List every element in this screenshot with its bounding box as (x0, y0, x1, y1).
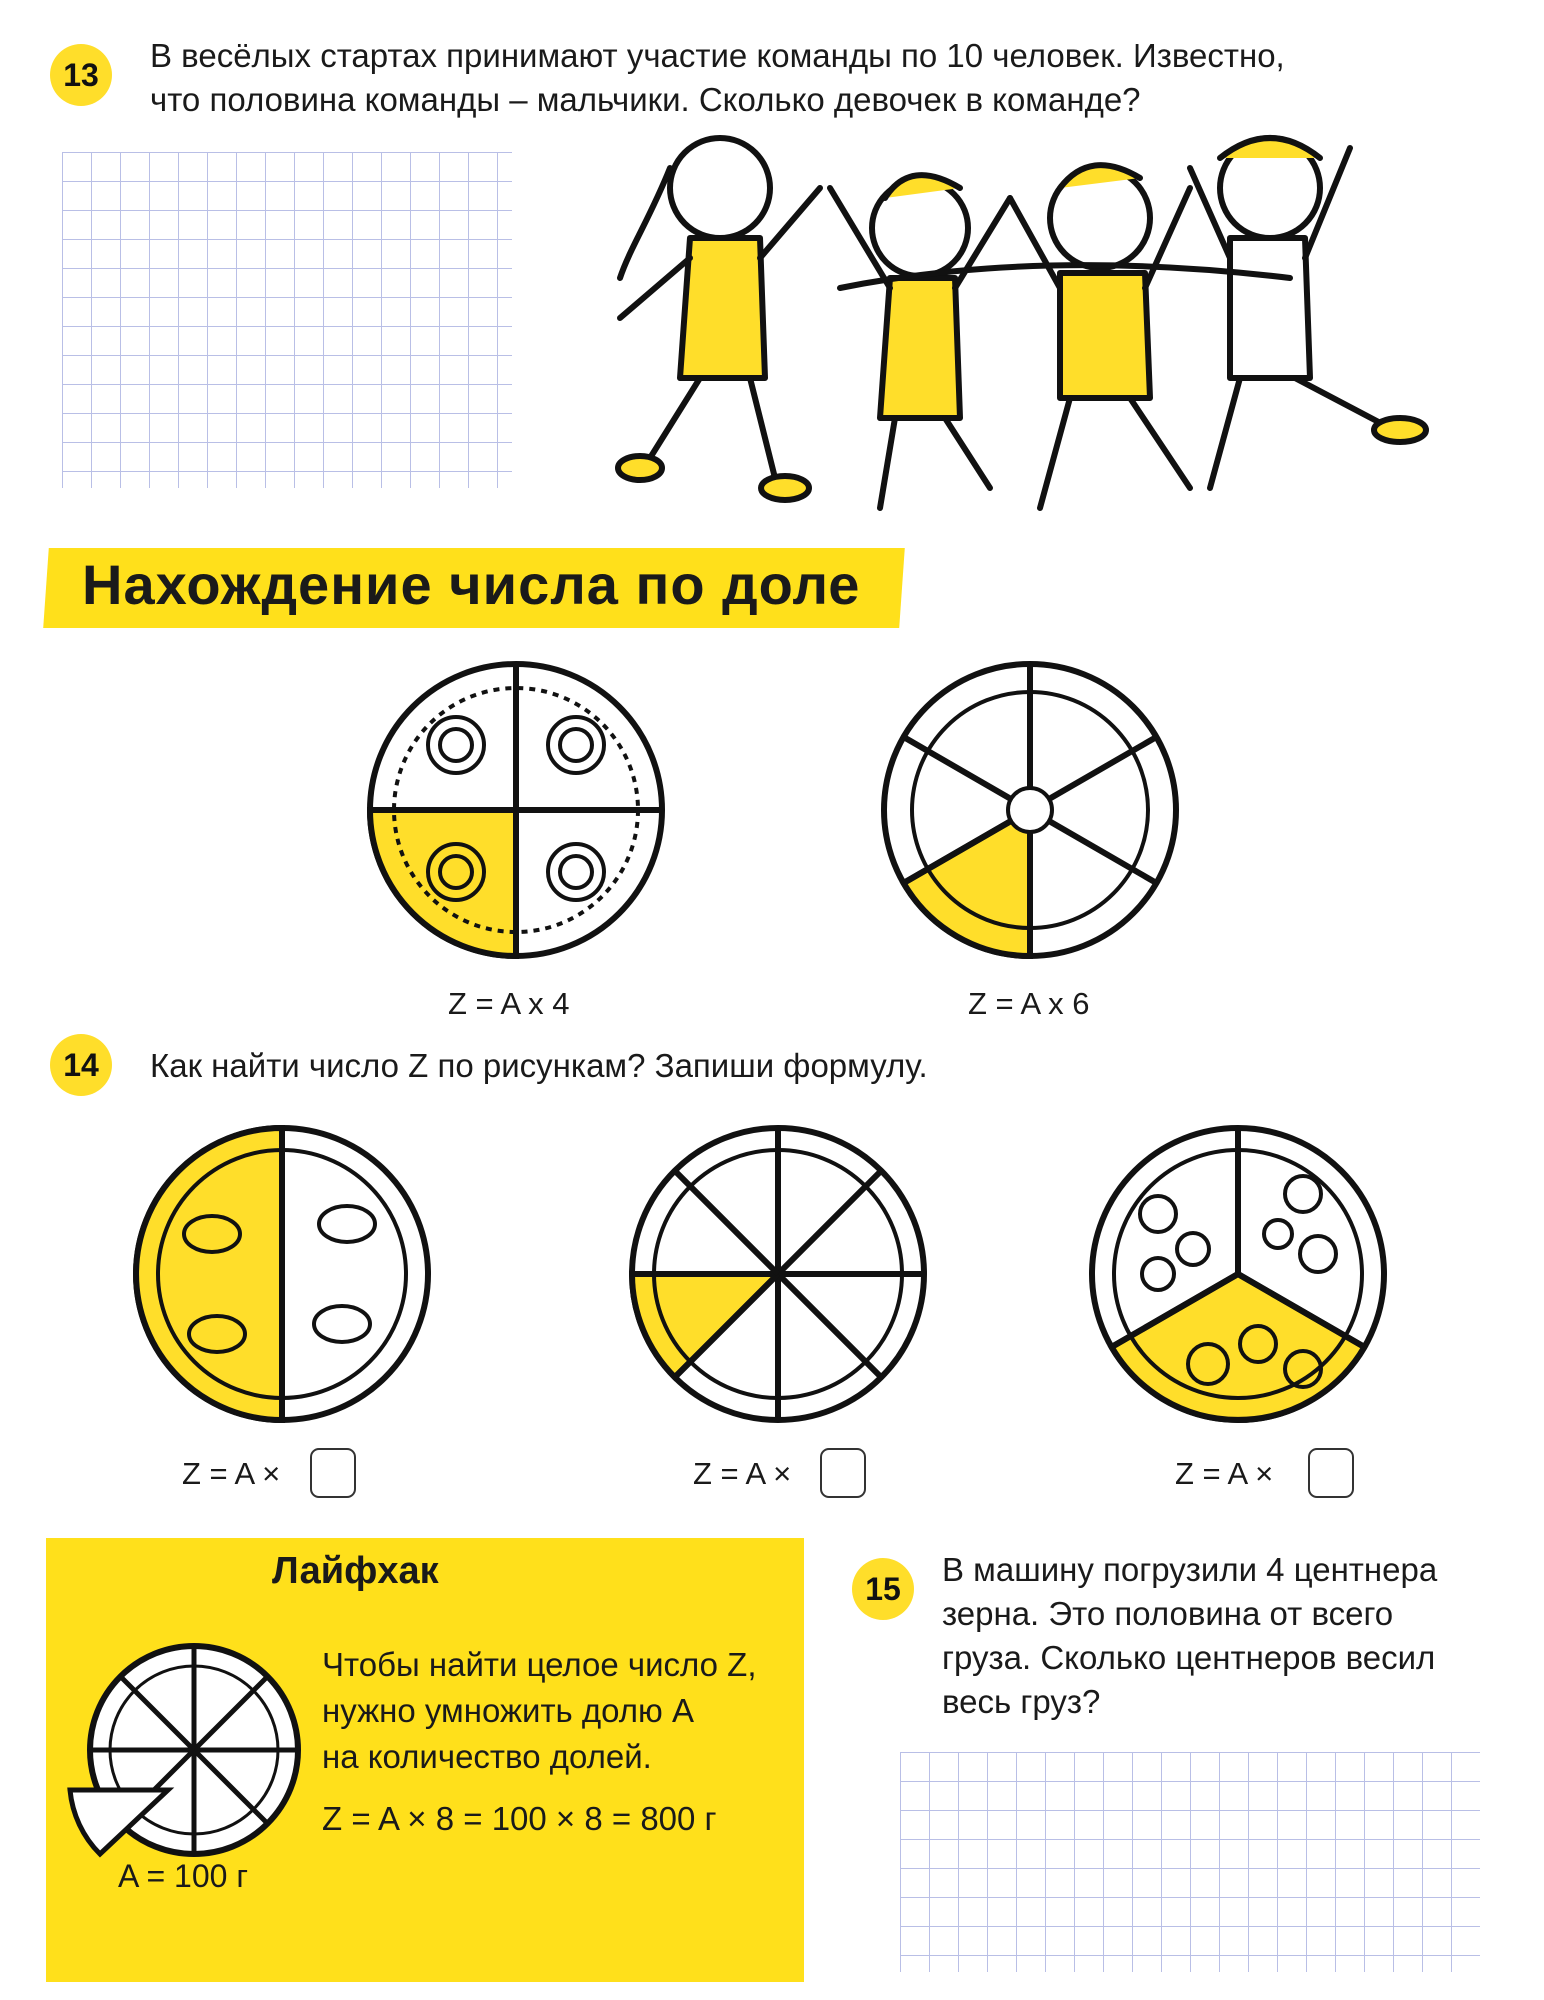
task-15-line-4: весь груз? (942, 1683, 1101, 1720)
example-formula-1: Z = A x 4 (448, 986, 570, 1021)
task-13-line-1: В весёлых стартах принимают участие команды по 10 человек. Известно, (150, 37, 1285, 74)
answer-grid-13[interactable] (62, 152, 512, 488)
lifehack-pizza (64, 1640, 304, 1860)
example-formula-2: Z = A x 6 (968, 986, 1090, 1021)
task-14-number: 14 (63, 1046, 99, 1083)
answer-box-2[interactable] (820, 1448, 866, 1498)
task-14-formula-2: Z = A × (693, 1456, 792, 1491)
lifehack-line-2: нужно умножить долю А (322, 1692, 694, 1729)
task-14-formula-3: Z = A × (1175, 1456, 1274, 1491)
example-pizza-sixths (880, 660, 1180, 960)
answer-grid-15[interactable] (900, 1752, 1480, 1972)
lifehack-line-1: Чтобы найти целое число Z, (322, 1646, 757, 1683)
lifehack-rule (322, 1642, 757, 1780)
task-15-line-2: зерна. Это половина от всего (942, 1595, 1394, 1632)
pizza-halves (132, 1124, 432, 1424)
lifehack-equation: Z = A × 8 = 100 × 8 = 800 г (322, 1800, 717, 1837)
task-14-formula-1: Z = A × (182, 1456, 281, 1491)
task-14-badge (50, 1034, 112, 1096)
lifehack-a-label: A = 100 г (118, 1858, 248, 1894)
task-15-text (942, 1548, 1437, 1724)
pizza-thirds (1088, 1124, 1388, 1424)
task-15-line-1: В машину погрузили 4 центнера (942, 1551, 1438, 1588)
task-13-line-2: что половина команды – мальчики. Сколько девочек в команде? (150, 81, 1141, 118)
task-14-text: Как найти число Z по рисункам? Запиши формулу. (150, 1047, 928, 1084)
answer-box-3[interactable] (1308, 1448, 1354, 1498)
example-pizza-quarters (366, 660, 666, 960)
running-children-illustration (590, 128, 1470, 558)
pizza-eighths (628, 1124, 928, 1424)
task-15-line-3: груза. Сколько центнеров весил (942, 1639, 1436, 1676)
lifehack-line-3: на количество долей. (322, 1738, 652, 1775)
task-13-badge (50, 44, 112, 106)
section-heading: Нахождение числа по доле (82, 553, 861, 616)
answer-box-1[interactable] (310, 1448, 356, 1498)
task-13-text (150, 34, 1285, 122)
task-13-number: 13 (63, 56, 99, 93)
task-15-number: 15 (865, 1570, 901, 1607)
lifehack-title: Лайфхак (272, 1550, 439, 1592)
task-15-badge (852, 1558, 914, 1620)
